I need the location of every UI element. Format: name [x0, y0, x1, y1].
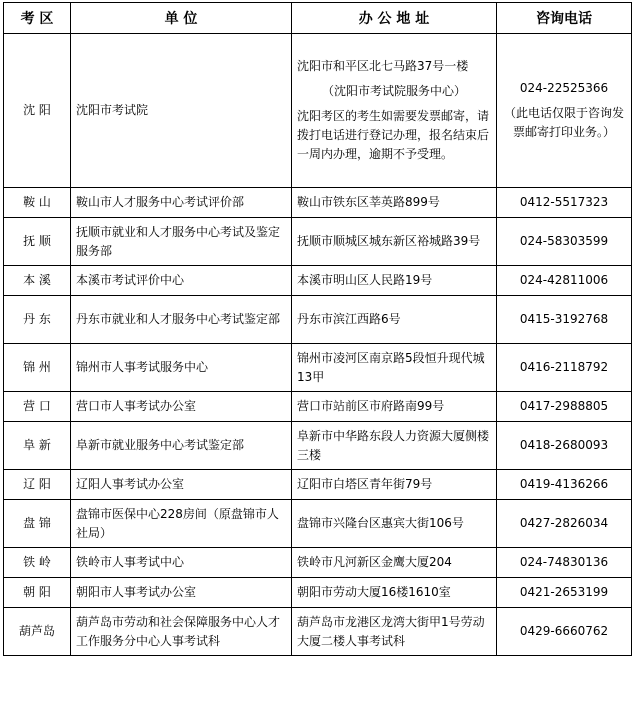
cell-area: 阜 新	[4, 422, 71, 470]
table-row	[4, 392, 632, 422]
cell-phone: 0417-2988805	[497, 392, 632, 422]
cell-phone: 0427-2826034	[497, 500, 632, 548]
table-row	[4, 296, 632, 344]
table-row	[4, 188, 632, 218]
table-row	[4, 548, 632, 578]
cell-area: 本 溪	[4, 266, 71, 296]
table-row	[4, 266, 632, 296]
cell-unit: 丹东市就业和人才服务中心考试鉴定部	[71, 296, 292, 344]
cell-address	[292, 34, 497, 188]
cell-address: 朝阳市劳动大厦16楼1610室	[292, 578, 497, 608]
table-header-row	[4, 3, 632, 34]
cell-address: 阜新市中华路东段人力资源大厦侧楼三楼	[292, 422, 497, 470]
cell-phone: 0416-2118792	[497, 344, 632, 392]
cell-unit: 朝阳市人事考试办公室	[71, 578, 292, 608]
cell-unit: 阜新市就业服务中心考试鉴定部	[71, 422, 292, 470]
table-row	[4, 344, 632, 392]
cell-phone: 024-42811006	[497, 266, 632, 296]
cell-address: 铁岭市凡河新区金鹰大厦204	[292, 548, 497, 578]
phone-number: 024-22525366	[519, 81, 609, 95]
cell-address: 鞍山市铁东区莘英路899号	[292, 188, 497, 218]
cell-unit: 锦州市人事考试服务中心	[71, 344, 292, 392]
cell-phone: 0419-4136266	[497, 470, 632, 500]
cell-phone: 024-74830136	[497, 548, 632, 578]
cell-unit: 鞍山市人才服务中心考试评价部	[71, 188, 292, 218]
cell-address: 本溪市明山区人民路19号	[292, 266, 497, 296]
table-row	[4, 34, 632, 188]
phone-note: （此电话仅限于咨询发票邮寄打印业务。）	[503, 106, 624, 139]
cell-unit: 营口市人事考试办公室	[71, 392, 292, 422]
table-row	[4, 608, 632, 656]
cell-area: 沈 阳	[4, 34, 71, 188]
cell-area: 铁 岭	[4, 548, 71, 578]
cell-unit: 铁岭市人事考试中心	[71, 548, 292, 578]
header-address: 办 公 地 址	[292, 3, 497, 34]
address-line: 沈阳市和平区北七马路37号一楼	[297, 59, 469, 73]
cell-address: 盘锦市兴隆台区惠宾大街106号	[292, 500, 497, 548]
table-row	[4, 422, 632, 470]
cell-address: 锦州市凌河区南京路5段恒升现代城13甲	[292, 344, 497, 392]
cell-phone: 0429-6660762	[497, 608, 632, 656]
cell-unit: 沈阳市考试院	[71, 34, 292, 188]
cell-unit: 抚顺市就业和人才服务中心考试及鉴定服务部	[71, 218, 292, 266]
header-unit: 单 位	[71, 3, 292, 34]
header-phone: 咨询电话	[497, 3, 632, 34]
table-row	[4, 218, 632, 266]
cell-area: 丹 东	[4, 296, 71, 344]
table-row	[4, 470, 632, 500]
cell-address: 营口市站前区市府路南99号	[292, 392, 497, 422]
cell-address: 葫芦岛市龙港区龙湾大街甲1号劳动大厦二楼人事考试科	[292, 608, 497, 656]
cell-area: 辽 阳	[4, 470, 71, 500]
header-area: 考 区	[4, 3, 71, 34]
exam-office-table	[3, 2, 632, 656]
cell-area: 抚 顺	[4, 218, 71, 266]
cell-phone	[497, 34, 632, 188]
cell-unit: 盘锦市医保中心228房间（原盘锦市人社局）	[71, 500, 292, 548]
cell-area: 鞍 山	[4, 188, 71, 218]
table-row	[4, 500, 632, 548]
cell-area: 营 口	[4, 392, 71, 422]
cell-area: 盘 锦	[4, 500, 71, 548]
table-row	[4, 578, 632, 608]
address-note: 沈阳考区的考生如需要发票邮寄，请拨打电话进行登记办理，报名结束后一周内办理，逾期不予受理。	[297, 109, 490, 161]
cell-address: 抚顺市顺城区城东新区裕城路39号	[292, 218, 497, 266]
cell-address: 丹东市滨江西路6号	[292, 296, 497, 344]
cell-area: 锦 州	[4, 344, 71, 392]
cell-phone: 0412-5517323	[497, 188, 632, 218]
cell-phone: 0418-2680093	[497, 422, 632, 470]
address-subline: （沈阳市考试院服务中心）	[321, 84, 466, 98]
cell-unit: 葫芦岛市劳动和社会保障服务中心人才工作服务分中心人事考试科	[71, 608, 292, 656]
cell-phone: 024-58303599	[497, 218, 632, 266]
cell-phone: 0421-2653199	[497, 578, 632, 608]
cell-address: 辽阳市白塔区青年街79号	[292, 470, 497, 500]
cell-phone: 0415-3192768	[497, 296, 632, 344]
cell-area: 葫芦岛	[4, 608, 71, 656]
cell-area: 朝 阳	[4, 578, 71, 608]
cell-unit: 辽阳人事考试办公室	[71, 470, 292, 500]
cell-unit: 本溪市考试评价中心	[71, 266, 292, 296]
